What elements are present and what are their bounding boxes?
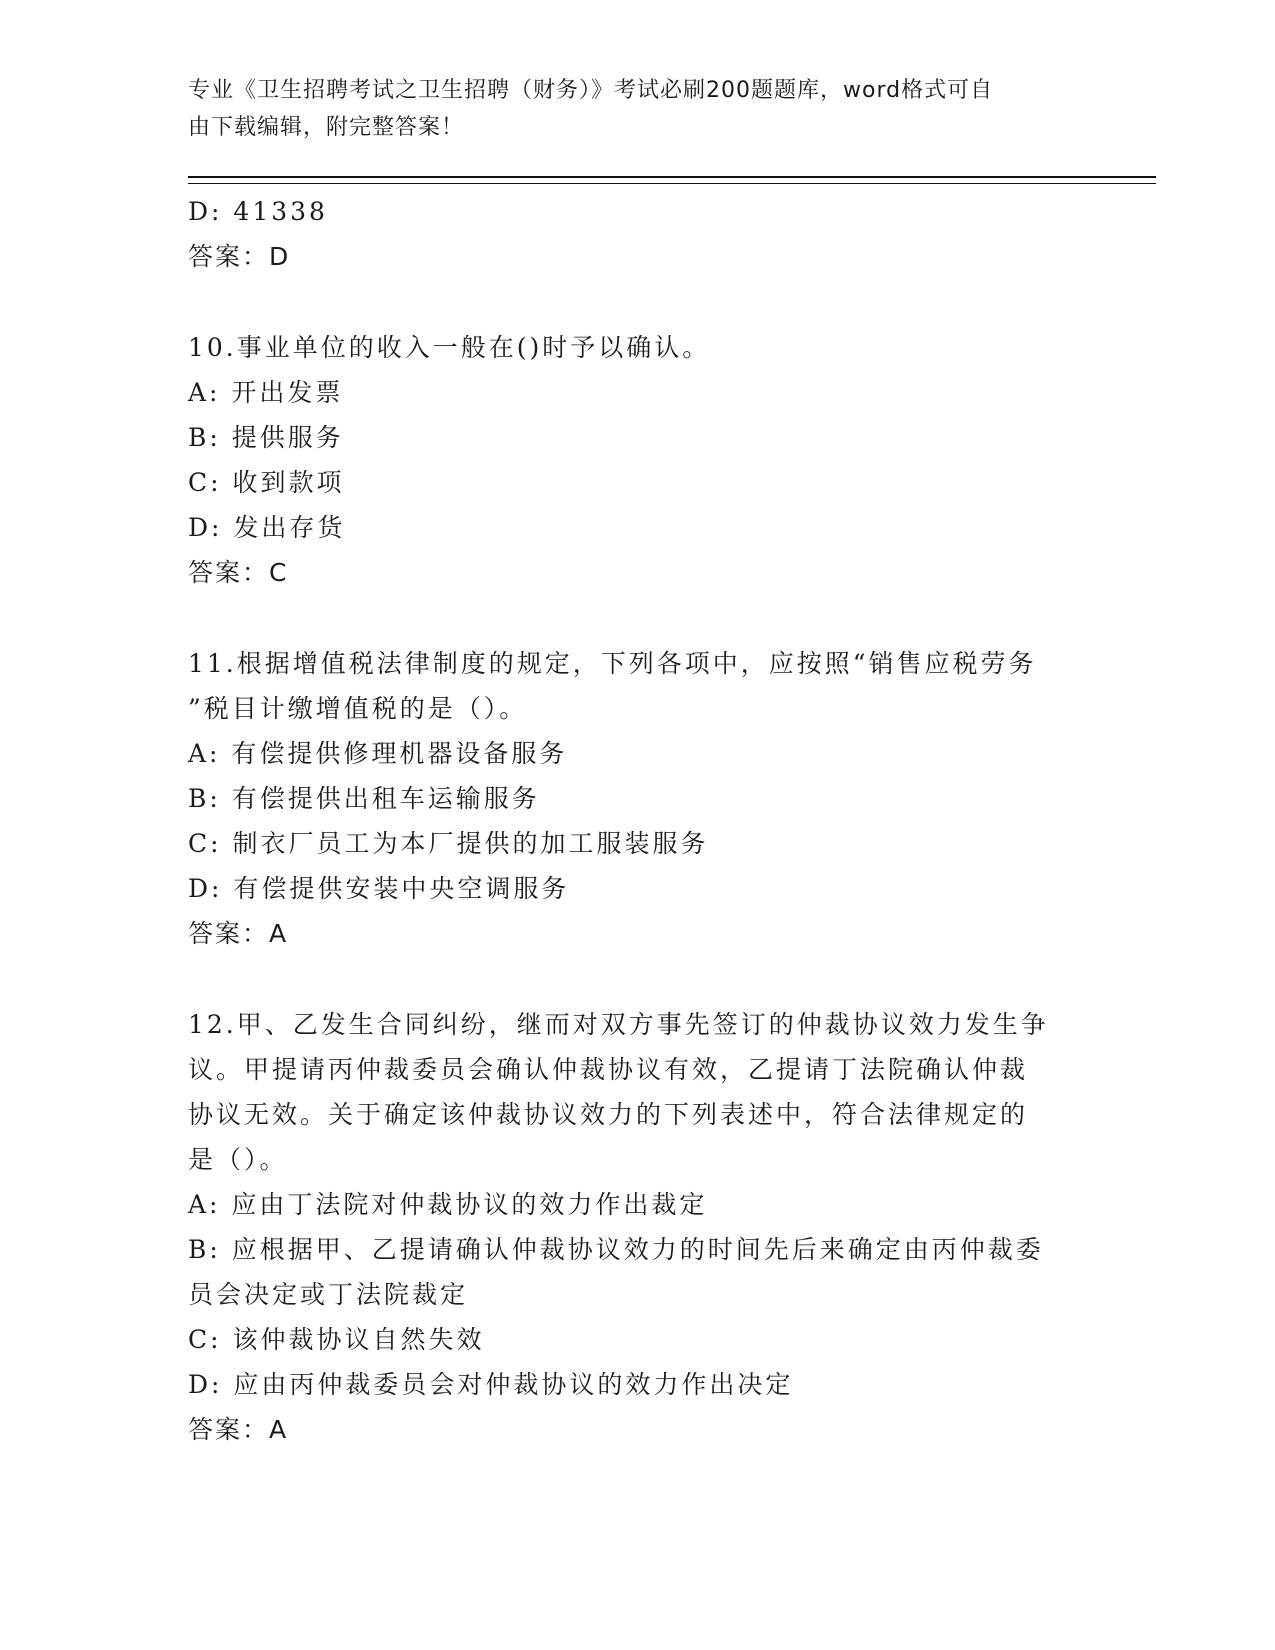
- answer-label: 答案：A: [188, 919, 289, 948]
- question-stem-line-1: 12.甲、乙发生合同纠纷，继而对双方事先签订的仲裁协议效力发生争: [188, 1010, 1049, 1039]
- option-b-line-2: 员会决定或丁法院裁定: [188, 1280, 469, 1309]
- option-a: A: 开出发票: [188, 378, 344, 407]
- answer-label: 答案：D: [188, 242, 291, 271]
- header-line-2: 由下载编辑，附完整答案！: [188, 115, 465, 140]
- header-divider-thick: [188, 176, 1156, 178]
- question-9-tail: [188, 189, 1088, 279]
- option-d: D: 发出存货: [188, 513, 346, 542]
- question-12: [188, 1002, 1088, 1452]
- option-c: C: 制衣厂员工为本厂提供的加工服装服务: [188, 829, 709, 858]
- question-stem-line-2: ”税目计缴增值税的是（）。: [188, 694, 528, 723]
- answer-label: 答案：A: [188, 1415, 289, 1444]
- option-b-line-1: B: 应根据甲、乙提请确认仲裁协议效力的时间先后来确定由丙仲裁委: [188, 1235, 1044, 1264]
- option-b: B: 提供服务: [188, 423, 344, 452]
- spacer: [188, 595, 1088, 641]
- question-stem-line-1: 11.根据增值税法律制度的规定，下列各项中，应按照“销售应税劳务: [188, 649, 1037, 678]
- option-c: C: 收到款项: [188, 468, 345, 497]
- question-stem-line-2: 议。甲提请丙仲裁委员会确认仲裁协议有效，乙提请丁法院确认仲裁: [188, 1055, 1029, 1084]
- header-line-1: 专业《卫生招聘考试之卫生招聘（财务）》考试必刷200题题库，word格式可自: [188, 78, 994, 103]
- option-a: A: 应由丁法院对仲裁协议的效力作出裁定: [188, 1190, 708, 1219]
- option-a: A: 有偿提供修理机器设备服务: [188, 739, 568, 768]
- document-header: [188, 72, 1068, 146]
- option-b: B: 有偿提供出租车运输服务: [188, 784, 540, 813]
- question-11: [188, 641, 1088, 956]
- option-d: D: 应由丙仲裁委员会对仲裁协议的效力作出决定: [188, 1370, 794, 1399]
- question-stem-line-4: 是（）。: [188, 1145, 288, 1174]
- header-divider-thin: [188, 183, 1156, 184]
- question-10: [188, 325, 1088, 595]
- option-d: D: 41338: [188, 197, 328, 226]
- option-d: D: 有偿提供安装中央空调服务: [188, 874, 570, 903]
- question-list: [188, 189, 1088, 1452]
- answer-label: 答案：C: [188, 558, 289, 587]
- spacer: [188, 279, 1088, 325]
- spacer: [188, 956, 1088, 1002]
- question-stem: 10.事业单位的收入一般在()时予以确认。: [188, 333, 711, 362]
- option-c: C: 该仲裁协议自然失效: [188, 1325, 485, 1354]
- question-stem-line-3: 协议无效。关于确定该仲裁协议效力的下列表述中，符合法律规定的: [188, 1100, 1029, 1129]
